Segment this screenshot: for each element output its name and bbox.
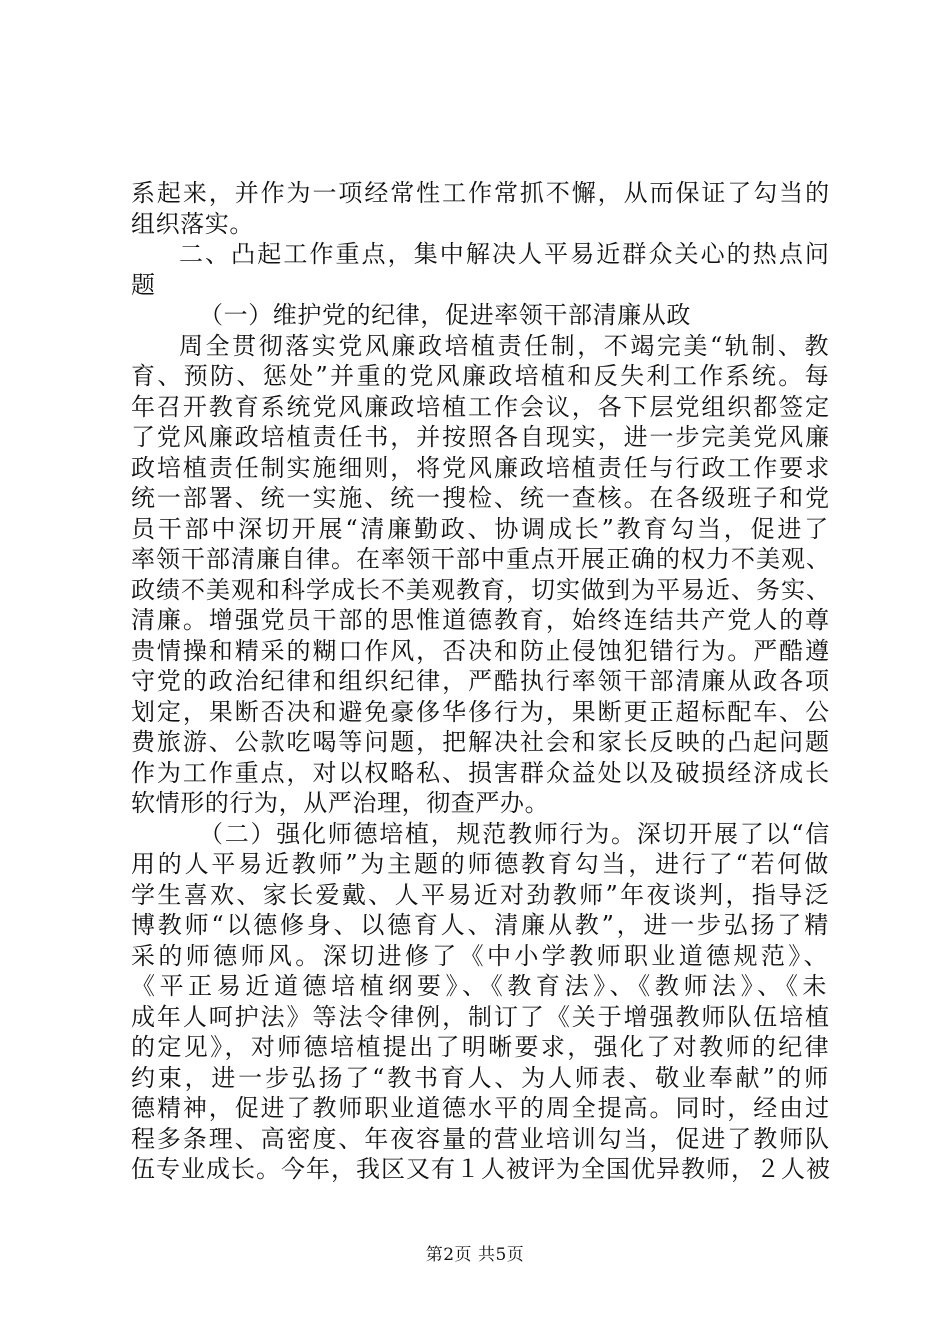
text-line: 清廉。增强党员干部的思惟道德教育，始终连结共产党人的尊 bbox=[131, 606, 831, 634]
text-line: 系起来，并作为一项经常性工作常抓不懈，从而保证了勾当的 bbox=[131, 179, 831, 207]
text-line: 费旅游、公款吃喝等问题，把解决社会和家长反映的凸起问题 bbox=[131, 728, 831, 756]
text-line: 《平正易近道德培植纲要》、《教育法》、《教师法》、《未 bbox=[131, 972, 831, 1000]
text-line: （二）强化师德培植，规范教师行为。深切开展了以“信 bbox=[199, 819, 831, 848]
text-line: 博教师“以德修身、以德育人、清廉从教”，进一步弘扬了精 bbox=[131, 911, 831, 939]
text-line: 采的师德师风。深切进修了《中小学教师职业道德规范》、 bbox=[131, 941, 831, 970]
text-line: 德精神，促进了教师职业道德水平的周全提高。同时，经由过 bbox=[131, 1094, 831, 1122]
text-line: 政培植责任制实施细则，将党风廉政培植责任与行政工作要求 bbox=[131, 453, 831, 482]
text-line: 组织落实。 bbox=[131, 209, 254, 238]
text-line: 的定见》，对师德培植提出了明晰要求，强化了对教师的纪律 bbox=[131, 1033, 831, 1061]
text-line: 划定，果断否决和避免豪侈华侈行为，果断更正超标配车、公 bbox=[131, 697, 831, 726]
text-line: 题 bbox=[131, 270, 156, 299]
text-line: 用的人平易近教师”为主题的师德教育勾当，进行了“若何做 bbox=[131, 850, 831, 878]
text-line: 约束，进一步弘扬了“教书育人、为人师表、敬业奉献”的师 bbox=[131, 1063, 831, 1092]
text-line: 了党风廉政培植责任书，并按照各自现实，进一步完美党风廉 bbox=[131, 423, 831, 451]
document-body bbox=[131, 178, 831, 1185]
text-line: 守党的政治纪律和组织纪律，严酷执行率领干部清廉从政各项 bbox=[131, 667, 831, 695]
page-footer: 第2页 共5页 bbox=[425, 1245, 525, 1265]
text-line: 育、预防、惩处”并重的党风廉政培植和反失利工作系统。每 bbox=[131, 362, 831, 390]
text-line: 伍专业成长。今年，我区又有１人被评为全国优异教师，２人被 bbox=[131, 1155, 831, 1183]
text-line: 贵情操和精采的糊口作风，否决和防止侵蚀犯错行为。严酷遵 bbox=[131, 636, 831, 665]
text-line: 周全贯彻落实党风廉政培植责任制，不竭完美“轨制、教 bbox=[179, 331, 831, 360]
text-line: 员干部中深切开展“清廉勤政、协调成长”教育勾当，促进了 bbox=[131, 514, 831, 543]
text-line: 政绩不美观和科学成长不美观教育，切实做到为平易近、务实、 bbox=[131, 575, 831, 604]
text-line: 软情形的行为，从严治理，彻查严办。 bbox=[131, 789, 550, 817]
text-line: 年召开教育系统党风廉政培植工作会议，各下层党组织都签定 bbox=[131, 392, 831, 421]
text-line: 作为工作重点，对以权略私、损害群众益处以及破损经济成长 bbox=[131, 758, 831, 787]
text-line: 程多条理、高密度、年夜容量的营业培训勾当，促进了教师队 bbox=[131, 1124, 831, 1153]
text-line: （一）维护党的纪律，促进率领干部清廉从政 bbox=[199, 301, 691, 329]
text-line: 学生喜欢、家长爱戴、人平易近对劲教师”年夜谈判，指导泛 bbox=[131, 880, 831, 909]
text-line: 成年人呵护法》等法令律例，制订了《关于增强教师队伍培植 bbox=[131, 1002, 831, 1031]
text-line: 率领干部清廉自律。在率领干部中重点开展正确的权力不美观、 bbox=[131, 545, 831, 573]
text-line: 二、凸起工作重点，集中解决人平易近群众关心的热点问 bbox=[179, 240, 831, 268]
text-line: 统一部署、统一实施、统一搜检、统一查核。在各级班子和党 bbox=[131, 484, 831, 512]
